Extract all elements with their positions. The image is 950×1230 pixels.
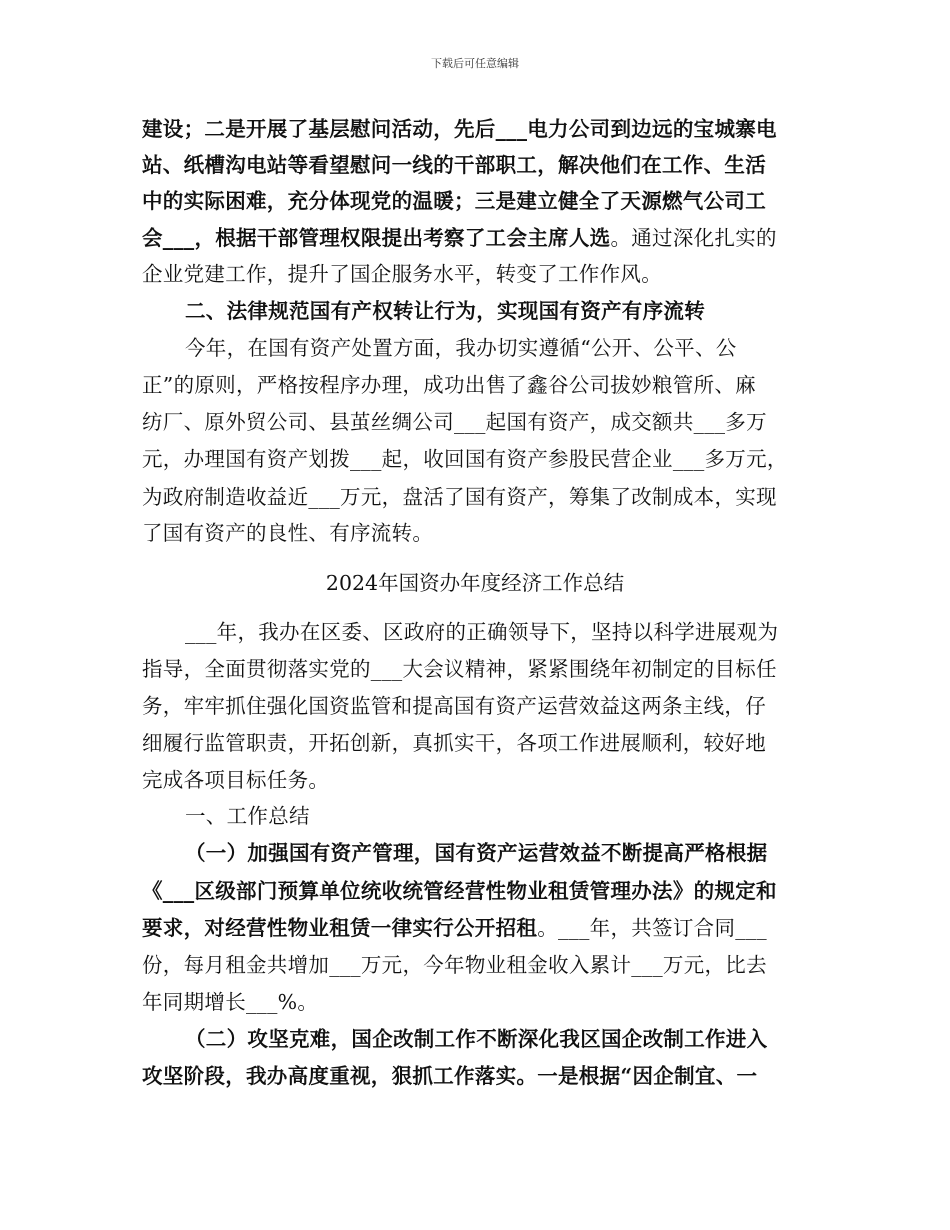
text-segment: 建设；二是开展了基层慰问活动，先后___电力公司到边远的宝城寨电	[142, 117, 777, 141]
text-segment: 指导，全面贯彻落实党的___大会议精神，紧紧围绕年初制定的目标任	[142, 657, 777, 681]
text-segment: （二）攻坚克难，国企改制工作不断深化我区国企改制工作进入	[185, 1027, 768, 1051]
text-segment: 中的实际困难，充分体现党的温暖；三是建立健全了天源燃气公司工	[142, 189, 766, 213]
text-line	[142, 183, 766, 220]
text-segment: 一、工作总结	[185, 804, 310, 828]
text-segment: 二、法律规范国有产权转让行为，实现国有资产有序流转	[185, 299, 705, 323]
text-segment: 攻坚阶段，我办高度重视，狠抓工作落实。一是根据“因企制宜、一	[142, 1064, 758, 1088]
text-segment: 了国有资产的良性、有序流转。	[142, 521, 434, 545]
text-segment: 完成各项目标任务。	[142, 768, 330, 792]
text-line	[142, 651, 777, 688]
text-line	[185, 798, 310, 835]
text-line	[142, 984, 318, 1021]
text-segment: 《___区级部门预算单位统收统管经营性物业租赁管理办法》的规定和	[142, 879, 777, 903]
text-line	[142, 147, 766, 184]
text-segment: 年同期增长___%。	[142, 990, 319, 1014]
text-segment: 今年，在国有资产处置方面，我办切实遵循“公开、公平、公	[185, 336, 737, 360]
text-segment: 企业党建工作，提升了国企服务水平，转变了工作作风。	[142, 262, 662, 286]
text-segment: 站、纸槽沟电站等看望慰问一线的干部职工，解决他们在工作、生活	[142, 153, 766, 177]
text-line	[142, 404, 767, 441]
text-line	[142, 256, 662, 293]
page-header: 下载后可任意编辑	[431, 57, 519, 70]
text-line	[142, 688, 766, 725]
text-line	[185, 293, 705, 330]
text-line	[142, 725, 766, 762]
text-segment: 元，办理国有资产划拨___起，收回国有资产参股民营企业___多万元，	[142, 447, 788, 471]
text-segment: 份，每月租金共增加___万元，今年物业租金收入累计___万元，比去	[142, 953, 767, 977]
text-line	[142, 220, 777, 257]
text-segment: （一）加强国有资产管理，国有资产运营效益不断提高严格根据	[185, 841, 768, 865]
text-line	[142, 873, 777, 910]
text-segment: 细履行监管职责，开拓创新，真抓实干，各项工作进展顺利，较好地	[142, 731, 766, 755]
text-segment: 会___，根据干部管理权限提出考察了工会主席人选	[142, 226, 611, 250]
text-line	[142, 111, 777, 148]
text-segment: ___年，我办在区委、区政府的正确领导下，坚持以科学进展观为	[185, 620, 779, 644]
text-line	[185, 835, 767, 872]
text-line	[142, 515, 433, 552]
text-line	[142, 441, 788, 478]
text-line	[142, 367, 756, 404]
text-line	[142, 947, 767, 984]
text-segment: 纺厂、原外贸公司、县茧丝绸公司___起国有资产，成交额共___多万	[142, 410, 767, 434]
text-line	[142, 1058, 757, 1095]
text-segment: 。通过深化扎实的	[610, 226, 777, 250]
text-line	[185, 330, 737, 367]
text-line	[185, 1021, 767, 1058]
text-segment: 。___年，共签订合同___	[537, 916, 767, 940]
text-line	[142, 479, 777, 516]
text-line	[142, 762, 329, 799]
text-line	[185, 614, 778, 651]
text-segment: 务，牢牢抓住强化国资监管和提高国有资产运营效益这两条主线，仔	[142, 694, 766, 718]
text-segment: 要求，对经营性物业租赁一律实行公开招租	[142, 916, 538, 940]
text-segment: 正”的原则，严格按程序办理，成功出售了鑫谷公司拔妙粮管所、麻	[142, 373, 756, 397]
text-line	[142, 910, 767, 947]
text-segment: 为政府制造收益近___万元，盘活了国有资产，筹集了改制成本，实现	[142, 485, 777, 509]
section-title: 2024年国资办年度经济工作总结	[325, 571, 625, 595]
